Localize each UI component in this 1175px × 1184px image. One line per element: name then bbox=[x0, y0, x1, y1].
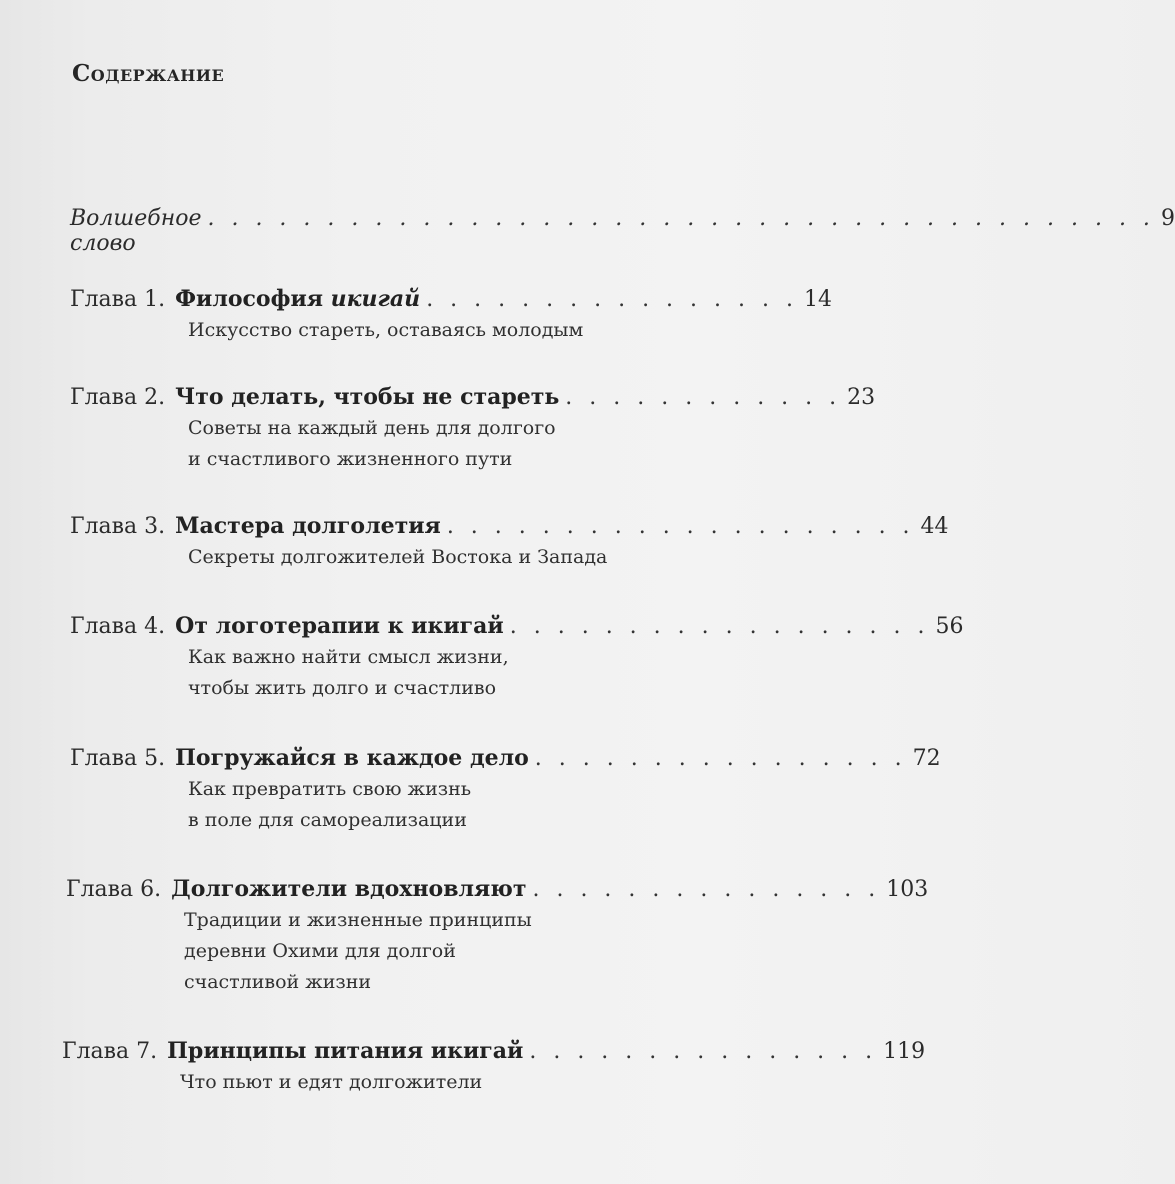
dot-leader: . . . . . . . . . . . . . . . bbox=[529, 1039, 878, 1064]
chapter-subtitle bbox=[180, 1067, 782, 1098]
dot-leader: . . . . . . . . . . . . bbox=[565, 385, 842, 410]
chapter-title bbox=[175, 286, 420, 312]
subtitle-line: Традиции и жизненные принципы bbox=[184, 909, 532, 931]
dot-leader: . . . . . . . . . . . . . . . . . . . . bbox=[446, 514, 915, 539]
subtitle-line: Как превратить свою жизнь bbox=[188, 778, 472, 800]
dot-leader: . . . . . . . . . . . . . . . . . . . . . . . . . . . . . . . . . . . . . . . . bbox=[207, 206, 1155, 231]
page-number: 56 bbox=[935, 614, 964, 639]
subtitle-line: и счастливого жизненного пути bbox=[188, 448, 513, 470]
page-number: 72 bbox=[912, 746, 941, 771]
chapter-label: Глава 4. bbox=[70, 614, 166, 639]
chapter-label: Глава 7. bbox=[62, 1039, 158, 1064]
subtitle-line: в поле для самореализации bbox=[188, 809, 467, 831]
toc-entry-chapter-7[interactable] bbox=[62, 1038, 926, 1098]
dot-leader: . . . . . . . . . . . . . . . . bbox=[426, 287, 798, 312]
toc-entry-intro[interactable] bbox=[70, 206, 1175, 256]
chapter-subtitle bbox=[188, 774, 790, 836]
chapter-subtitle bbox=[188, 642, 790, 704]
toc-entry-chapter-2[interactable] bbox=[70, 384, 876, 475]
page-title: Содержание bbox=[72, 60, 225, 87]
subtitle-line: Что пьют и едят долгожители bbox=[180, 1071, 483, 1093]
chapter-label: Глава 1. bbox=[70, 287, 166, 312]
subtitle-line: счастливой жизни bbox=[184, 971, 372, 993]
chapter-subtitle bbox=[188, 315, 790, 346]
dot-leader: . . . . . . . . . . . . . . . bbox=[532, 877, 881, 902]
page-number: 9 bbox=[1160, 206, 1175, 231]
subtitle-line: деревни Охими для долгой bbox=[184, 940, 456, 962]
chapter-subtitle bbox=[188, 413, 790, 475]
toc-entry-chapter-1[interactable] bbox=[70, 286, 832, 346]
subtitle-line: Секреты долгожителей Востока и Запада bbox=[188, 546, 608, 568]
page-number: 119 bbox=[883, 1039, 926, 1064]
chapter-label: Глава 5. bbox=[70, 746, 166, 771]
chapter-title: Мастера долголетия bbox=[175, 513, 441, 539]
intro-title: Волшебное слово bbox=[70, 206, 202, 256]
chapter-title: От логотерапии к икигай bbox=[175, 613, 504, 639]
toc-entry-chapter-3[interactable] bbox=[70, 513, 949, 573]
chapter-title: Принципы питания икигай bbox=[167, 1038, 524, 1064]
chapter-label: Глава 2. bbox=[70, 385, 166, 410]
toc-entry-chapter-4[interactable] bbox=[70, 613, 964, 704]
dot-leader: . . . . . . . . . . . . . . . . bbox=[534, 746, 907, 771]
subtitle-line: чтобы жить долго и счастливо bbox=[188, 677, 497, 699]
page-number: 44 bbox=[920, 514, 949, 539]
page-number: 103 bbox=[886, 877, 929, 902]
chapter-subtitle bbox=[188, 542, 790, 573]
chapter-label: Глава 3. bbox=[70, 514, 166, 539]
chapter-label: Глава 6. bbox=[66, 877, 162, 902]
dot-leader: . . . . . . . . . . . . . . . . . . bbox=[509, 614, 930, 639]
chapter-title: Долгожители вдохновляют bbox=[171, 876, 527, 902]
page-number: 14 bbox=[803, 287, 832, 312]
page-number: 23 bbox=[847, 385, 876, 410]
subtitle-line: Советы на каждый день для долгого bbox=[188, 417, 556, 439]
subtitle-line: Как важно найти смысл жизни, bbox=[188, 646, 509, 668]
chapter-title-text: Философия bbox=[175, 286, 331, 312]
chapter-subtitle bbox=[184, 905, 786, 998]
chapter-title-italic: икигай bbox=[330, 286, 421, 312]
toc-entry-chapter-6[interactable] bbox=[66, 876, 929, 998]
chapter-title: Что делать, чтобы не стареть bbox=[175, 384, 560, 410]
toc-entry-chapter-5[interactable] bbox=[70, 745, 941, 836]
subtitle-line: Искусство стареть, оставаясь молодым bbox=[188, 319, 584, 341]
chapter-title: Погружайся в каждое дело bbox=[175, 745, 529, 771]
